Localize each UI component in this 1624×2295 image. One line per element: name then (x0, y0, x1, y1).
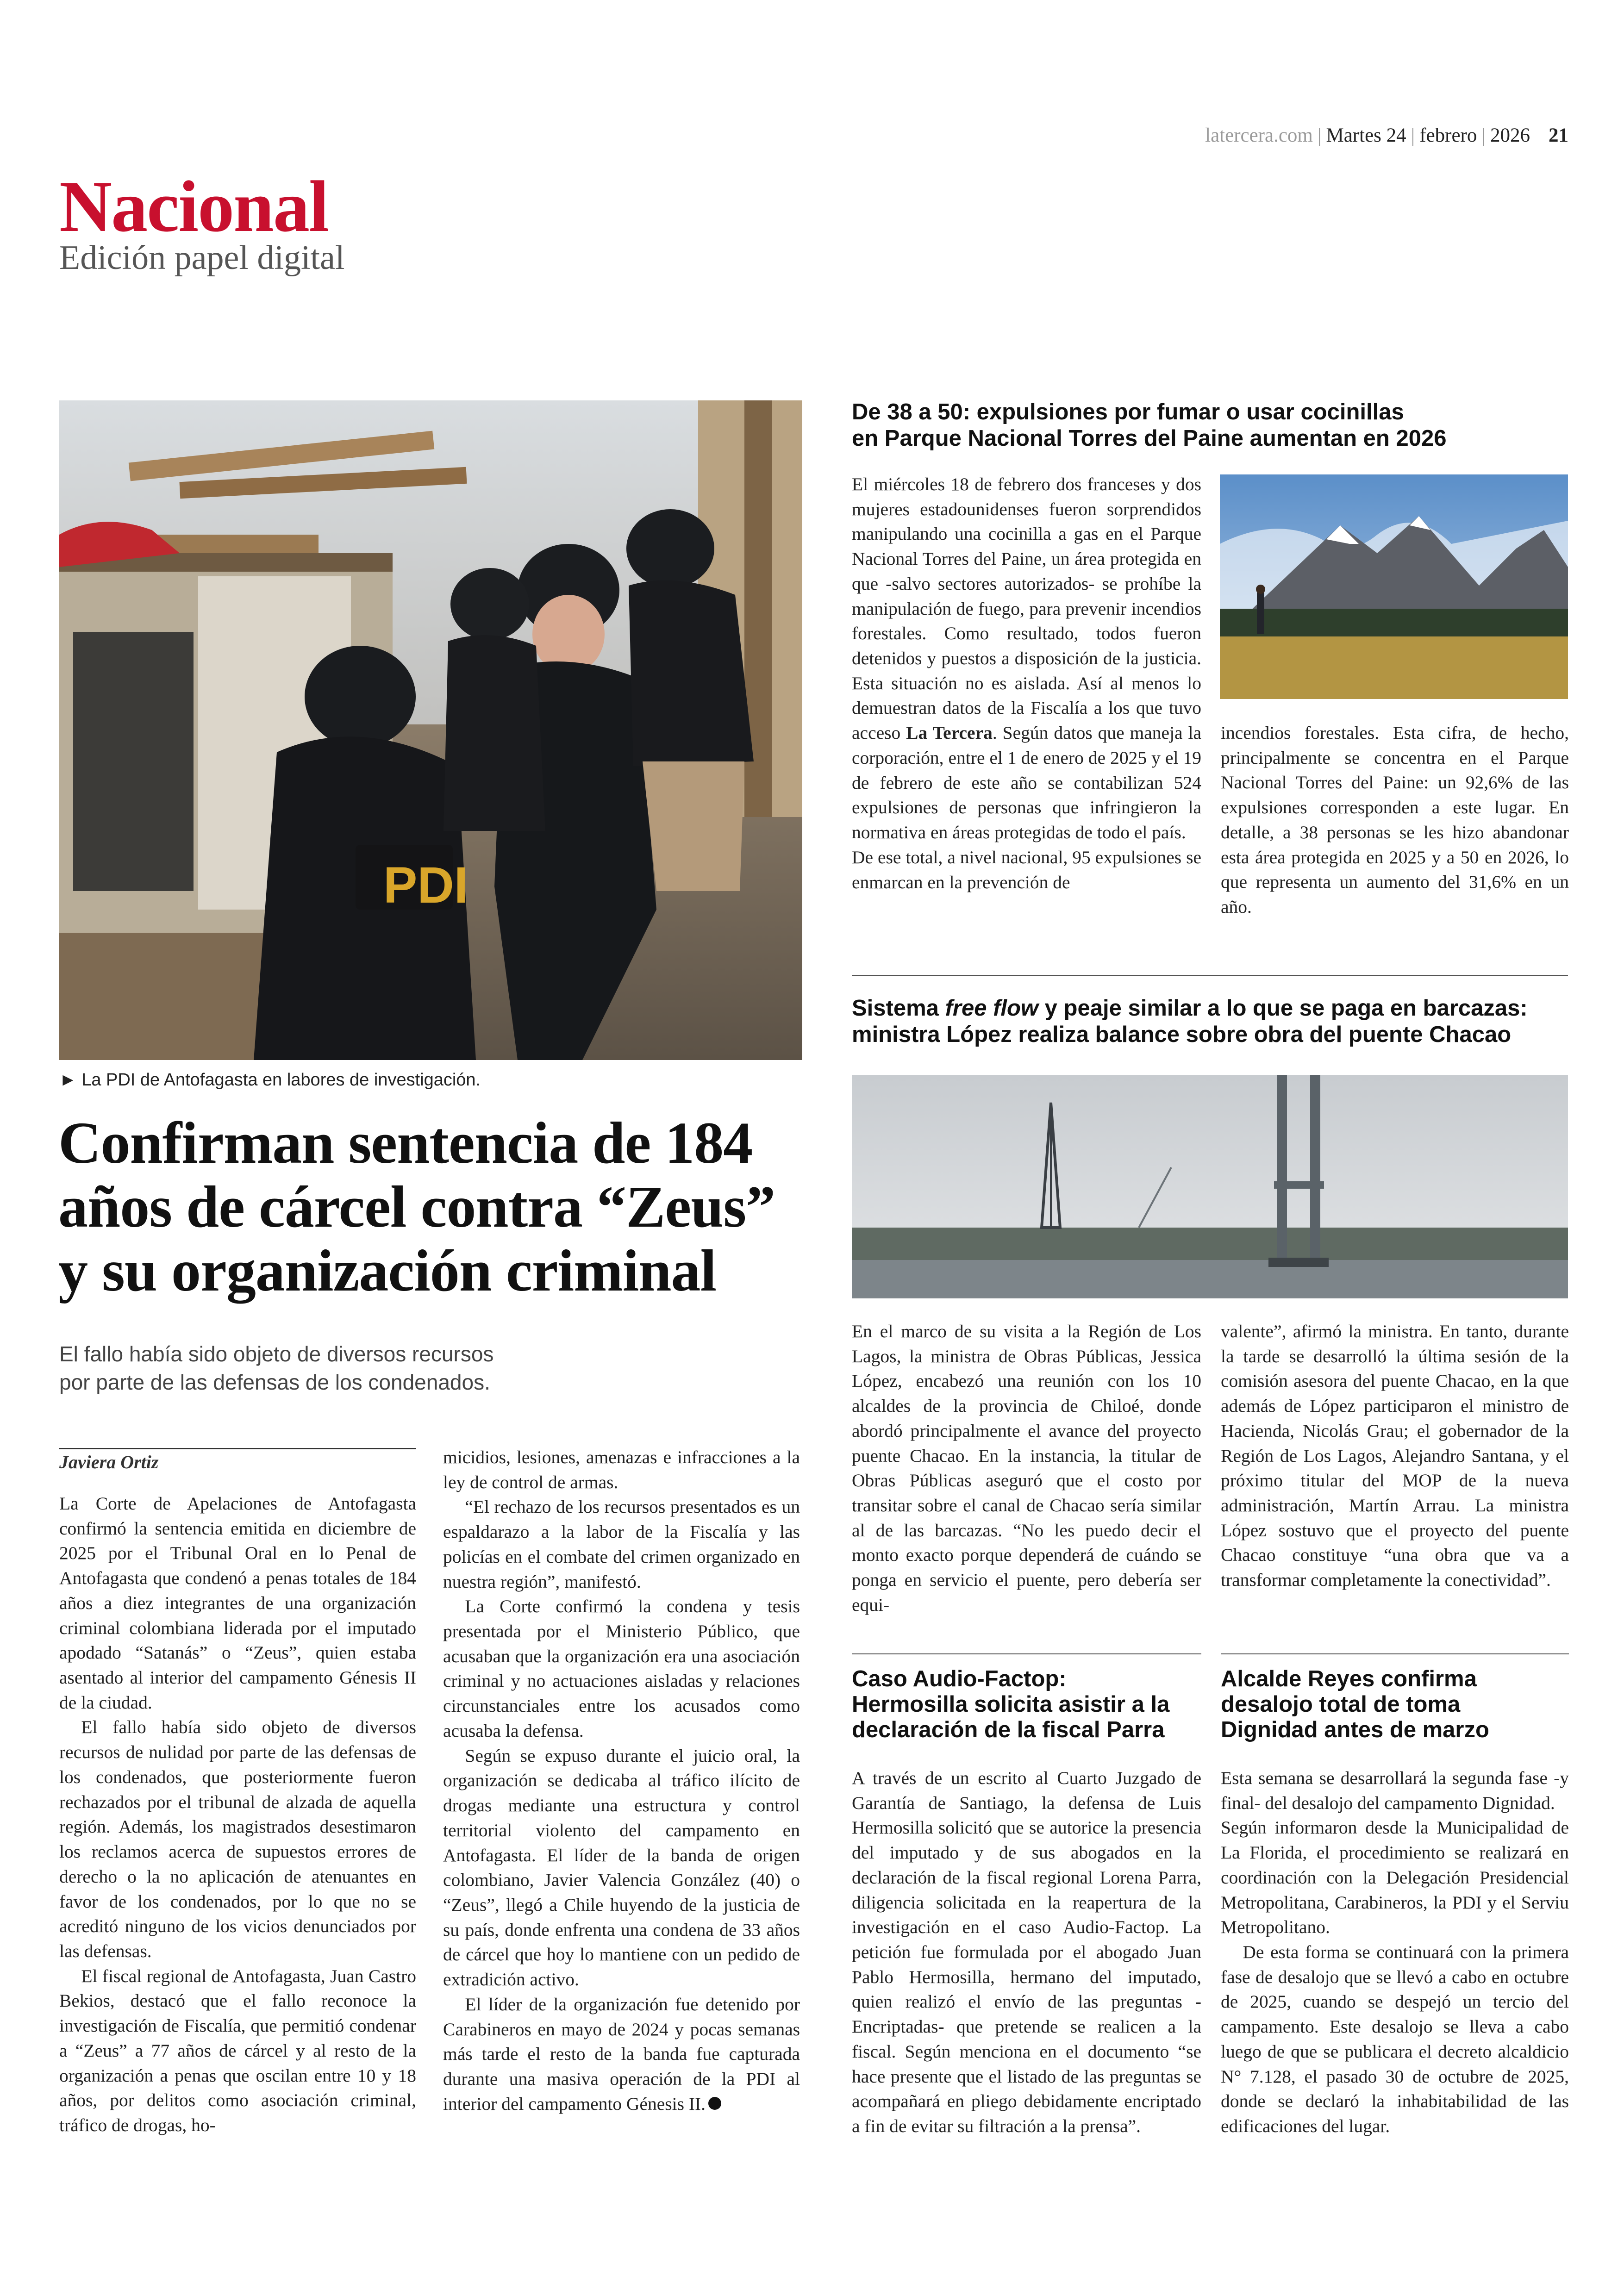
main-col-1 (59, 1491, 416, 2138)
factop-title-l2: Hermosilla solicita asistir a la (852, 1691, 1170, 1717)
reyes-p2: Según informaron desde la Municipalidad de La Florida, el procedimiento se realizará en coordinación con la Delegación Presidencial Metropolitana, Carabineros, la PDI y el Serviu Metropolitano. (1221, 1817, 1569, 1938)
torres-col1-text-a: El miércoles 18 de febrero dos franceses y dos mujeres estadounidenses fueron sorprendidos manipulando una cocinilla a gas en el Parque Nacional Torres del Paine, un área protegida en que -salvo sectores autorizados- se prohíbe la manipulación de fuego, para prevenir incendios forestales. Como resultado, todos fueron detenidos y puestos a disposición de la justicia. Esta situación no es aislada. Así al menos lo demuestran datos de la Fiscalía a los que tuvo acceso (852, 474, 1201, 743)
main-col1-p1: La Corte de Apelaciones de Antofagasta confirmó la sentencia emitida en diciembre de 2025 por el Tribunal Oral en lo Penal de Antofagasta que condenó a penas totales de 184 años a diez integrantes de una organización criminal colombiana liderada por el imputado apodado “Satanás” o “Zeus”, quien estaba asentado al interior del campamento Génesis II de la ciudad. (59, 1493, 416, 1713)
mountain-hiker-illustration (1220, 474, 1568, 699)
main-col2-p5-text: El líder de la organización fue detenido por Carabineros en mayo de 2024 y pocas semanas más tarde el resto de la banda fue capturada durante una masiva operación de la PDI al interior del campamento Génesis II. (443, 1994, 800, 2114)
site-name: latercera.com (1205, 125, 1313, 146)
header-day: Martes 24 (1326, 125, 1406, 146)
torres-title-line1: De 38 a 50: expulsiones por fumar o usar cocinillas (852, 399, 1404, 424)
main-photo (59, 400, 802, 1060)
chacao-col-1 (852, 1319, 1201, 1618)
edition-label: Edición papel digital (59, 239, 345, 277)
header-year: 2026 (1490, 125, 1530, 146)
factop-col (852, 1766, 1201, 2139)
chacao-title (852, 995, 1574, 1048)
torres-col-2 (1221, 721, 1569, 920)
main-col-2 (443, 1445, 800, 2116)
caption-marker-icon: ► (59, 1070, 77, 1090)
chacao-title-em: free flow (945, 996, 1039, 1021)
torres-col-1 (852, 472, 1201, 895)
chacao-title-line1 (852, 995, 1574, 1022)
reyes-title (1221, 1666, 1569, 1743)
torres-photo (1220, 474, 1568, 699)
chacao-col2-p1: valente”, afirmó la ministra. En tanto, durante la tarde se desarrolló la última sesión de la comisión asesora del puente Chacao, en la que además de López participaron el ministro de Hacienda, Nicolás Grau; el gobernador de la Región de Los Lagos, Alejandro Santana, y el próximo titular del MOP de la nueva administración, Martín Arrau. La ministra López sostuvo que el proyecto del puente Chacao constituye “una obra que va a transformar completamente la conectividad”. (1221, 1321, 1569, 1590)
photo-caption (59, 1070, 481, 1090)
main-dek: El fallo había sido objeto de diversos recursos por parte de las defensas de los condenados. (59, 1342, 494, 1394)
byline: Javiera Ortiz (59, 1452, 159, 1472)
bridge-construction-illustration (852, 1075, 1568, 1298)
chacao-title-b: y peaje similar a lo que se paga en barcazas: (1038, 996, 1528, 1021)
section-title: Nacional (59, 166, 328, 247)
reyes-title-l3: Dignidad antes de marzo (1221, 1717, 1489, 1742)
page-number: 21 (1549, 125, 1568, 146)
main-col2-p2: “El rechazo de los recursos presentados es un espaldarazo a la labor de la Fiscalía y las policías en el combate del crimen organizado en nuestra región”, manifestó. (443, 1497, 800, 1592)
main-col2-p1: micidios, lesiones, amenazas e infracciones a la ley de control de armas. (443, 1447, 800, 1492)
chacao-col1-p1: En el marco de su visita a la Región de Los Lagos, la ministra de Obras Públicas, Jessica López, encabezó una reunión con los 10 alcaldes de la provincia de Chiloé, donde abordó principalmente el avance del proyecto puente Chacao. En la instancia, la titular de Obras Públicas aseguró que el costo por transitar sobre el canal de Chacao sería similar al de las barcazas. “No les puedo decir el monto exacto porque dependerá de cuándo se ponga en servicio el puente, pero debería ser equi- (852, 1321, 1201, 1615)
main-col1-p2: El fallo había sido objeto de diversos recursos de nulidad por parte de las defensas de los condenados, que posteriormente fueron rechazados por el tribunal de alzada de aquella región. Además, los magistrados desestimaron los reclamos acerca de supuestos errores de derecho o la no aplicación de atenuantes en favor de los condenados, por lo que no se acreditó ninguno de los vicios denunciados por las defensas. (59, 1717, 416, 1961)
end-mark-icon (708, 2097, 721, 2110)
reyes-title-l1: Alcalde Reyes confirma (1221, 1666, 1477, 1691)
torres-col2-p1: incendios forestales. Esta cifra, de hecho, principalmente se concentra en el Parque Nacional Torres del Paine: un 92,6% de las expulsiones corresponden a este lugar. En detalle, a 38 personas se les hizo abandonar esta área protegida en 2025 y a 50 en 2026, lo que representa un aumento del 31,6% en un año. (1221, 723, 1569, 917)
main-col2-p3: La Corte confirmó la condena y tesis presentada por el Ministerio Público, que acusaban que la organización era una asociación criminal y no actuaciones aisladas y relaciones circunstanciales entre los acusados como acusaba la defensa. (443, 1596, 800, 1741)
factop-title (852, 1666, 1201, 1743)
torres-col1-p1 (852, 472, 1201, 845)
torres-brand-name: La Tercera (906, 723, 993, 743)
header-month: febrero (1419, 125, 1477, 146)
page-header: latercera.com | Martes 24 | febrero | 2026 21 (1205, 125, 1568, 146)
reyes-p3: De esta forma se continuará con la primera fase de desalojo que se llevó a cabo en octubre de 2025, cuando se despejó un tercio del campamento. Este desalojo se lleva a cabo luego de que se publicara el decreto alcaldicio N° 7.128, el pasado 30 de octubre de 2025, donde se declaró la inhabitabilidad de las edificaciones del lugar. (1221, 1942, 1569, 2137)
factop-body: A través de un escrito al Cuarto Juzgado de Garantía de Santiago, la defensa de Luis Hermosilla solicitó que se autorice la presencia del imputado y de sus abogados en la declaración de la fiscal regional Lorena Parra, diligencia solicitada en la reapertura de la investigación en el caso Audio-Factop. La petición fue formulada por el abogado Juan Pablo Hermosilla, hermano del imputado, quien realizó el envío de las preguntas -Encriptadas- que pretende se realicen a la fiscal. Según menciona en el documento “se hace presente que el listado de las preguntas se acompañará en pliego debidamente encriptado a fin de evitar su filtración a la prensa”. (852, 1768, 1201, 2137)
pdi-officers-illustration (59, 400, 802, 1060)
caption-text: La PDI de Antofagasta en labores de investigación. (81, 1070, 481, 1090)
factop-title-l1: Caso Audio-Factop: (852, 1666, 1067, 1691)
main-col1-p3: El fiscal regional de Antofagasta, Juan Castro Bekios, destacó que el fallo reconoce la investigación de Fiscalía, que permitió condenar a “Zeus” a 77 años de cárcel y al resto de la organización a penas que oscilan entre 10 y 18 años, por delitos como asociación criminal, tráfico de drogas, ho- (59, 1965, 416, 2135)
chacao-col-2 (1221, 1319, 1569, 1593)
torres-title-line2: en Parque Nacional Torres del Paine aumentan en 2026 (852, 426, 1447, 451)
main-col2-p4: Según se expuso durante el juicio oral, la organización se dedicaba al tráfico ilícito de drogas mediante una estructura y control territorial violento del campamento en Antofagasta. El líder de la banda de origen colombiano, Javier Valencia González (40) o “Zeus”, llegó a Chile huyendo de la justicia de su país, donde enfrenta una condena de 33 años de cárcel que hoy lo mantiene con un pedido de extradición activo. (443, 1745, 800, 1990)
chacao-title-line2: ministra López realiza balance sobre obra del puente Chacao (852, 1022, 1512, 1048)
factop-rule (852, 1653, 1201, 1654)
main-headline: Confirman sentencia de 184 años de cárcel contra “Zeus” y su organización criminal (58, 1110, 775, 1304)
vest-pdi-text: PDI (383, 857, 468, 914)
byline-rule (59, 1448, 416, 1449)
torres-title (852, 399, 1574, 452)
reyes-col (1221, 1766, 1569, 2139)
chacao-title-a: Sistema (852, 996, 945, 1021)
chacao-photo (852, 1075, 1568, 1298)
factop-title-l3: declaración de la fiscal Parra (852, 1717, 1165, 1742)
reyes-p1: Esta semana se desarrollará la segunda fase -y final- del desalojo del campamento Dignidad. (1221, 1768, 1569, 1813)
reyes-rule (1221, 1653, 1569, 1654)
reyes-title-l2: desalojo total de toma (1221, 1691, 1461, 1717)
torres-col1-text-b: . Según datos que maneja la corporación, entre el 1 de enero de 2025 y el 19 de febrero de este año se contabilizan 524 expulsiones de personas que infringieron la normativa en áreas protegidas de todo el país. (852, 723, 1201, 843)
torres-col1-p2: De ese total, a nivel nacional, 95 expulsiones se enmarcan en la prevención de (852, 847, 1201, 892)
story-divider (852, 975, 1568, 976)
main-col2-p5 (443, 1992, 800, 2117)
